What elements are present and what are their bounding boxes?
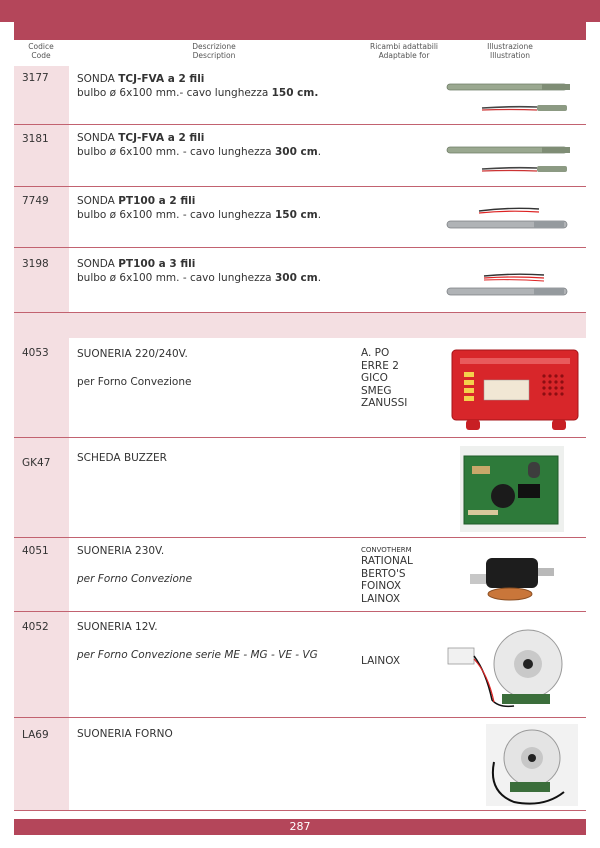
desc-text: bulbo ø 6x100 mm. - cavo lunghezza: [77, 272, 275, 284]
section-spacer: [14, 313, 586, 338]
desc-bold: PT100 a 3 fili: [118, 258, 196, 270]
brand: LAINOX: [361, 655, 401, 667]
header-compat-en: Adaptable for: [378, 51, 430, 60]
product-code: 3177: [22, 72, 49, 84]
compatible-brands: [361, 347, 407, 410]
header-code: [14, 42, 68, 60]
product-description: [77, 544, 192, 586]
product-description: [77, 72, 318, 100]
brand: ERRE 2: [361, 359, 399, 372]
desc-text: bulbo ø 6x100 mm. - cavo lunghezza: [77, 146, 275, 158]
table-row: [14, 66, 586, 125]
desc-text: .: [317, 209, 322, 221]
desc-text: .: [317, 146, 322, 158]
product-code: GK47: [22, 457, 51, 469]
desc-bold: TCJ-FVA a 2 fili: [118, 73, 205, 85]
desc-bold: 300 cm: [274, 146, 318, 158]
top-banner: [0, 0, 600, 22]
product-description: [77, 727, 173, 741]
table-header: [14, 40, 586, 66]
product-code: 4052: [22, 621, 49, 633]
table-row: [14, 718, 586, 811]
temperature-probe-icon: [442, 139, 578, 179]
table-row: [14, 125, 586, 187]
desc-title: SUONERIA 220/240V.: [77, 348, 188, 360]
brand: GICO: [361, 372, 388, 384]
desc-bold: 150 cm: [274, 209, 318, 221]
table-row: [14, 187, 586, 248]
header-code-en: Code: [31, 51, 51, 60]
table-row: [14, 338, 586, 438]
desc-bold: 150 cm.: [271, 87, 319, 99]
desc-text: SONDA: [77, 132, 119, 144]
buzzer-box-icon: [446, 346, 586, 436]
solenoid-buzzer-icon: [464, 548, 574, 608]
header-illustration: [460, 42, 560, 60]
desc-text: bulbo ø 6x100 mm.- cavo lunghezza: [77, 87, 272, 99]
temperature-probe-icon: [439, 266, 579, 302]
product-code: 7749: [22, 195, 49, 207]
product-code: 3181: [22, 133, 49, 145]
header-desc-it: Descrizione: [192, 42, 236, 51]
desc-title: SUONERIA FORNO: [77, 728, 173, 740]
desc-bold: TCJ-FVA a 2 fili: [118, 132, 205, 144]
product-code: 4051: [22, 545, 49, 557]
brand: BERTO'S: [361, 567, 406, 580]
desc-text: SONDA: [77, 258, 119, 270]
desc-text: SONDA: [77, 195, 119, 207]
desc-title: SCHEDA BUZZER: [77, 452, 167, 464]
page-number: 287: [289, 820, 311, 833]
product-code: 4053: [22, 347, 49, 359]
table-row: [14, 612, 586, 718]
header-ill-it: Illustrazione: [487, 42, 533, 51]
desc-bold: PT100 a 2 fili: [118, 195, 196, 207]
product-description: [77, 347, 191, 389]
brand: RATIONAL: [361, 555, 413, 567]
header-strip: [14, 22, 586, 40]
desc-note: per Forno Convezione: [77, 573, 193, 585]
page-footer: [14, 819, 586, 835]
temperature-probe-icon: [439, 201, 579, 237]
desc-text: .: [317, 272, 322, 284]
header-ill-en: Illustration: [489, 51, 531, 60]
compatible-brands: [361, 546, 413, 605]
desc-note: per Forno Convezione serie ME - MG - VE - VG: [77, 649, 318, 661]
table-row: [14, 538, 586, 612]
desc-title: SUONERIA 230V.: [77, 545, 165, 557]
desc-bold: 300 cm: [274, 272, 318, 284]
product-description: [77, 451, 167, 465]
product-code: 3198: [22, 258, 49, 270]
desc-note: per Forno Convezione: [77, 376, 192, 388]
product-description: [77, 194, 321, 222]
brand: CONVOTHERM: [361, 546, 412, 554]
circuit-board-icon: [458, 444, 568, 534]
product-code: LA69: [22, 729, 49, 741]
product-description: [77, 131, 321, 159]
brand: A. PO: [361, 347, 390, 359]
product-description: [77, 257, 321, 285]
piezo-buzzer-icon: [444, 622, 584, 714]
brand: LAINOX: [361, 592, 401, 605]
desc-text: SONDA: [77, 73, 119, 85]
desc-title: SUONERIA 12V.: [77, 621, 158, 633]
temperature-probe-icon: [442, 76, 578, 116]
compatible-brands: [361, 655, 400, 668]
piezo-buzzer-icon: [484, 722, 580, 808]
brand: ZANUSSI: [361, 397, 408, 409]
header-code-it: Codice: [28, 42, 54, 51]
brand: FOINOX: [361, 580, 402, 592]
brand: SMEG: [361, 384, 392, 397]
header-desc-en: Description: [192, 51, 236, 60]
product-description: [77, 620, 318, 662]
header-compat-it: Ricambi adattabili: [370, 42, 438, 51]
header-description: [69, 42, 359, 60]
header-compat: [354, 42, 454, 60]
desc-text: bulbo ø 6x100 mm. - cavo lunghezza: [77, 209, 275, 221]
table-row: [14, 438, 586, 538]
code-cell: [14, 438, 68, 537]
table-row: [14, 248, 586, 313]
